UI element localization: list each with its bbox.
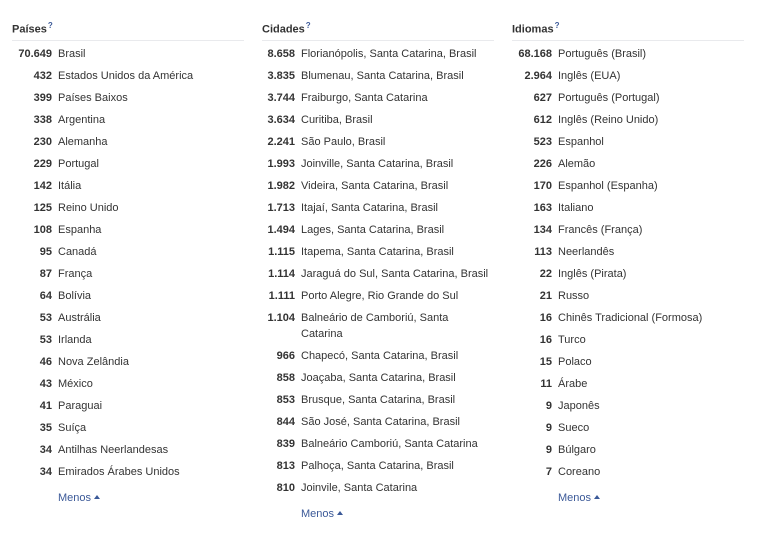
item-count: 1.982 [267,180,295,192]
item-count: 108 [33,224,52,236]
item-label: Palhoça, Santa Catarina, Brasil [301,460,454,472]
list-item [12,90,244,112]
item-label: Florianópolis, Santa Catarina, Brasil [301,48,477,60]
item-label: Irlanda [58,334,92,346]
item-label: Espanhol [558,136,604,148]
item-label: Antilhas Neerlandesas [58,444,169,456]
list-item [512,464,744,486]
item-label: Lages, Santa Catarina, Brasil [301,224,445,236]
list-item [512,68,744,90]
item-label: Russo [558,290,590,302]
list-item [262,68,494,84]
list-item [12,420,244,442]
languages-header [512,18,744,41]
item-count: 21 [539,290,552,302]
item-count: 226 [533,158,552,170]
item-count: 853 [276,394,295,406]
item-label: Suíça [58,422,87,434]
item-count: 142 [33,180,52,192]
item-label: Itália [58,180,82,192]
list-item [12,376,244,398]
item-count: 35 [39,422,52,434]
item-count: 16 [539,334,552,346]
countries-header [12,18,244,41]
item-label: Japonês [558,400,600,412]
list-item [12,244,244,266]
list-item [512,442,744,464]
list-item [12,68,244,90]
caret-up-icon [94,495,100,499]
item-label: Balneário de Camboriú, Santa Catarina [301,312,449,340]
list-item [12,156,244,178]
list-item [12,464,244,486]
item-label: Videira, Santa Catarina, Brasil [301,180,449,192]
item-count: 9 [545,422,552,434]
list-item [262,310,494,342]
countries-less-link[interactable] [58,490,100,506]
item-count: 64 [39,290,52,302]
list-item [512,376,744,398]
item-label: Itapema, Santa Catarina, Brasil [301,246,454,258]
item-label: Brasil [58,48,86,60]
item-count: 113 [534,246,552,258]
list-item [512,266,744,288]
list-item [12,288,244,310]
list-item [512,90,744,112]
list-item [512,354,744,376]
item-label: Búlgaro [558,444,596,456]
item-label: Sueco [558,422,590,434]
list-item [262,414,494,430]
list-item [512,178,744,200]
item-label: São Paulo, Brasil [301,136,386,148]
list-item [512,332,744,354]
cities-list [262,46,494,496]
cities-help-icon[interactable]: ? [305,21,311,30]
item-count: 22 [539,268,552,280]
item-label: Países Baixos [58,92,128,104]
item-label: São José, Santa Catarina, Brasil [301,416,460,428]
list-item [262,178,494,194]
list-item [12,200,244,222]
list-item [262,90,494,106]
countries-list [12,46,244,486]
item-count: 1.115 [268,246,295,258]
item-label: Reino Unido [58,202,119,214]
item-count: 46 [39,356,52,368]
list-item [512,156,744,178]
item-label: Espanha [58,224,102,236]
item-label: Joaçaba, Santa Catarina, Brasil [301,372,456,384]
item-label: França [58,268,93,280]
list-item [512,46,744,68]
item-label: Inglês (EUA) [558,70,621,82]
item-label: Árabe [558,378,588,390]
list-item [262,348,494,364]
item-count: 1.111 [268,290,295,302]
languages-column [512,18,744,506]
languages-less-link[interactable] [558,490,600,506]
languages-title: Idiomas [512,23,554,36]
item-count: 87 [39,268,52,280]
item-count: 338 [33,114,52,126]
item-count: 230 [33,136,52,148]
item-label: Porto Alegre, Rio Grande do Sul [301,290,459,302]
item-count: 68.168 [518,48,552,60]
item-label: Estados Unidos da América [58,70,194,82]
list-item [512,244,744,266]
item-count: 125 [33,202,52,214]
item-count: 844 [276,416,295,428]
item-label: Curitiba, Brasil [301,114,373,126]
item-count: 810 [276,482,295,494]
countries-column [12,18,244,506]
item-count: 839 [276,438,295,450]
list-item [262,134,494,150]
item-label: México [58,378,93,390]
cities-title: Cidades [262,23,305,36]
item-label: Argentina [58,114,106,126]
list-item [262,288,494,304]
item-count: 134 [533,224,552,236]
item-label: Brusque, Santa Catarina, Brasil [301,394,456,406]
list-item [262,200,494,216]
list-item [262,222,494,238]
list-item [12,178,244,200]
countries-help-icon[interactable]: ? [47,21,53,30]
item-count: 399 [33,92,52,104]
list-item [262,436,494,452]
item-count: 34 [39,444,52,456]
item-label: Inglês (Pirata) [558,268,627,280]
list-item [512,200,744,222]
countries-title: Países [12,23,47,36]
item-count: 53 [39,334,52,346]
item-count: 163 [533,202,552,214]
cities-header [262,18,494,41]
item-count: 7 [545,466,552,478]
item-label: Coreano [558,466,601,478]
item-count: 9 [545,444,552,456]
list-item [512,398,744,420]
list-item [512,420,744,442]
languages-less-label: Menos [558,492,592,504]
item-count: 34 [39,466,52,478]
list-item [512,112,744,134]
list-item [12,332,244,354]
list-item [262,46,494,62]
list-item [12,442,244,464]
list-item [512,310,744,332]
list-item [262,480,494,496]
item-label: Austrália [58,312,101,324]
cities-less-link[interactable] [301,506,343,522]
item-label: Bolívia [58,290,92,302]
cities-column [262,18,494,522]
item-label: Jaraguá do Sul, Santa Catarina, Brasil [301,268,489,280]
item-count: 858 [276,372,295,384]
languages-list [512,46,744,486]
item-count: 966 [276,350,295,362]
list-item [12,222,244,244]
item-count: 15 [539,356,552,368]
item-count: 3.744 [267,92,295,104]
item-count: 8.658 [267,48,295,60]
item-label: Alemão [558,158,596,170]
caret-up-icon [594,495,600,499]
list-item [512,288,744,310]
item-label: Joinvile, Santa Catarina [301,482,418,494]
item-count: 3.835 [267,70,295,82]
item-label: Emirados Árabes Unidos [58,466,180,478]
item-label: Fraiburgo, Santa Catarina [301,92,428,104]
item-count: 229 [33,158,52,170]
item-count: 95 [39,246,52,258]
item-label: Italiano [558,202,594,214]
list-item [12,112,244,134]
item-count: 612 [533,114,552,126]
item-label: Espanhol (Espanha) [558,180,658,192]
item-count: 1.114 [268,268,295,280]
list-item [262,266,494,282]
list-item [262,458,494,474]
item-label: Blumenau, Santa Catarina, Brasil [301,70,464,82]
item-label: Chinês Tradicional (Formosa) [558,312,703,324]
list-item [262,244,494,260]
item-label: Inglês (Reino Unido) [558,114,659,126]
item-count: 43 [39,378,52,390]
item-label: Neerlandês [558,246,615,258]
caret-up-icon [337,511,343,515]
item-count: 432 [33,70,52,82]
item-count: 11 [540,378,552,390]
item-count: 1.104 [267,312,295,324]
list-item [262,112,494,128]
cities-less-label: Menos [301,508,335,520]
list-item [12,134,244,156]
item-count: 2.241 [267,136,295,148]
list-item [262,392,494,408]
item-count: 41 [39,400,52,412]
item-count: 53 [39,312,52,324]
list-item [12,46,244,68]
item-count: 1.713 [267,202,295,214]
item-count: 1.993 [267,158,295,170]
item-count: 813 [276,460,295,472]
item-label: Turco [558,334,586,346]
item-label: Itajaí, Santa Catarina, Brasil [301,202,438,214]
item-label: Polaco [558,356,592,368]
item-count: 627 [533,92,552,104]
list-item [262,370,494,386]
item-label: Francês (França) [558,224,643,236]
item-label: Português (Brasil) [558,48,647,60]
item-label: Nova Zelândia [58,356,129,368]
countries-less-label: Menos [58,492,92,504]
item-count: 2.964 [524,70,552,82]
item-count: 16 [539,312,552,324]
item-label: Canadá [58,246,97,258]
item-count: 170 [533,180,552,192]
item-label: Alemanha [58,136,108,148]
item-label: Paraguai [58,400,103,412]
item-label: Portugal [58,158,99,170]
list-item [262,156,494,172]
item-count: 9 [545,400,552,412]
list-item [12,354,244,376]
list-item [512,222,744,244]
list-item [12,266,244,288]
languages-help-icon[interactable]: ? [554,21,560,30]
item-count: 1.494 [267,224,295,236]
item-label: Balneário Camboriú, Santa Catarina [301,438,478,450]
list-item [512,134,744,156]
item-count: 3.634 [267,114,295,126]
item-label: Joinville, Santa Catarina, Brasil [301,158,454,170]
item-label: Chapecó, Santa Catarina, Brasil [301,350,459,362]
list-item [12,398,244,420]
list-item [12,310,244,332]
item-count: 523 [533,136,552,148]
item-count: 70.649 [18,48,52,60]
item-label: Português (Portugal) [558,92,660,104]
